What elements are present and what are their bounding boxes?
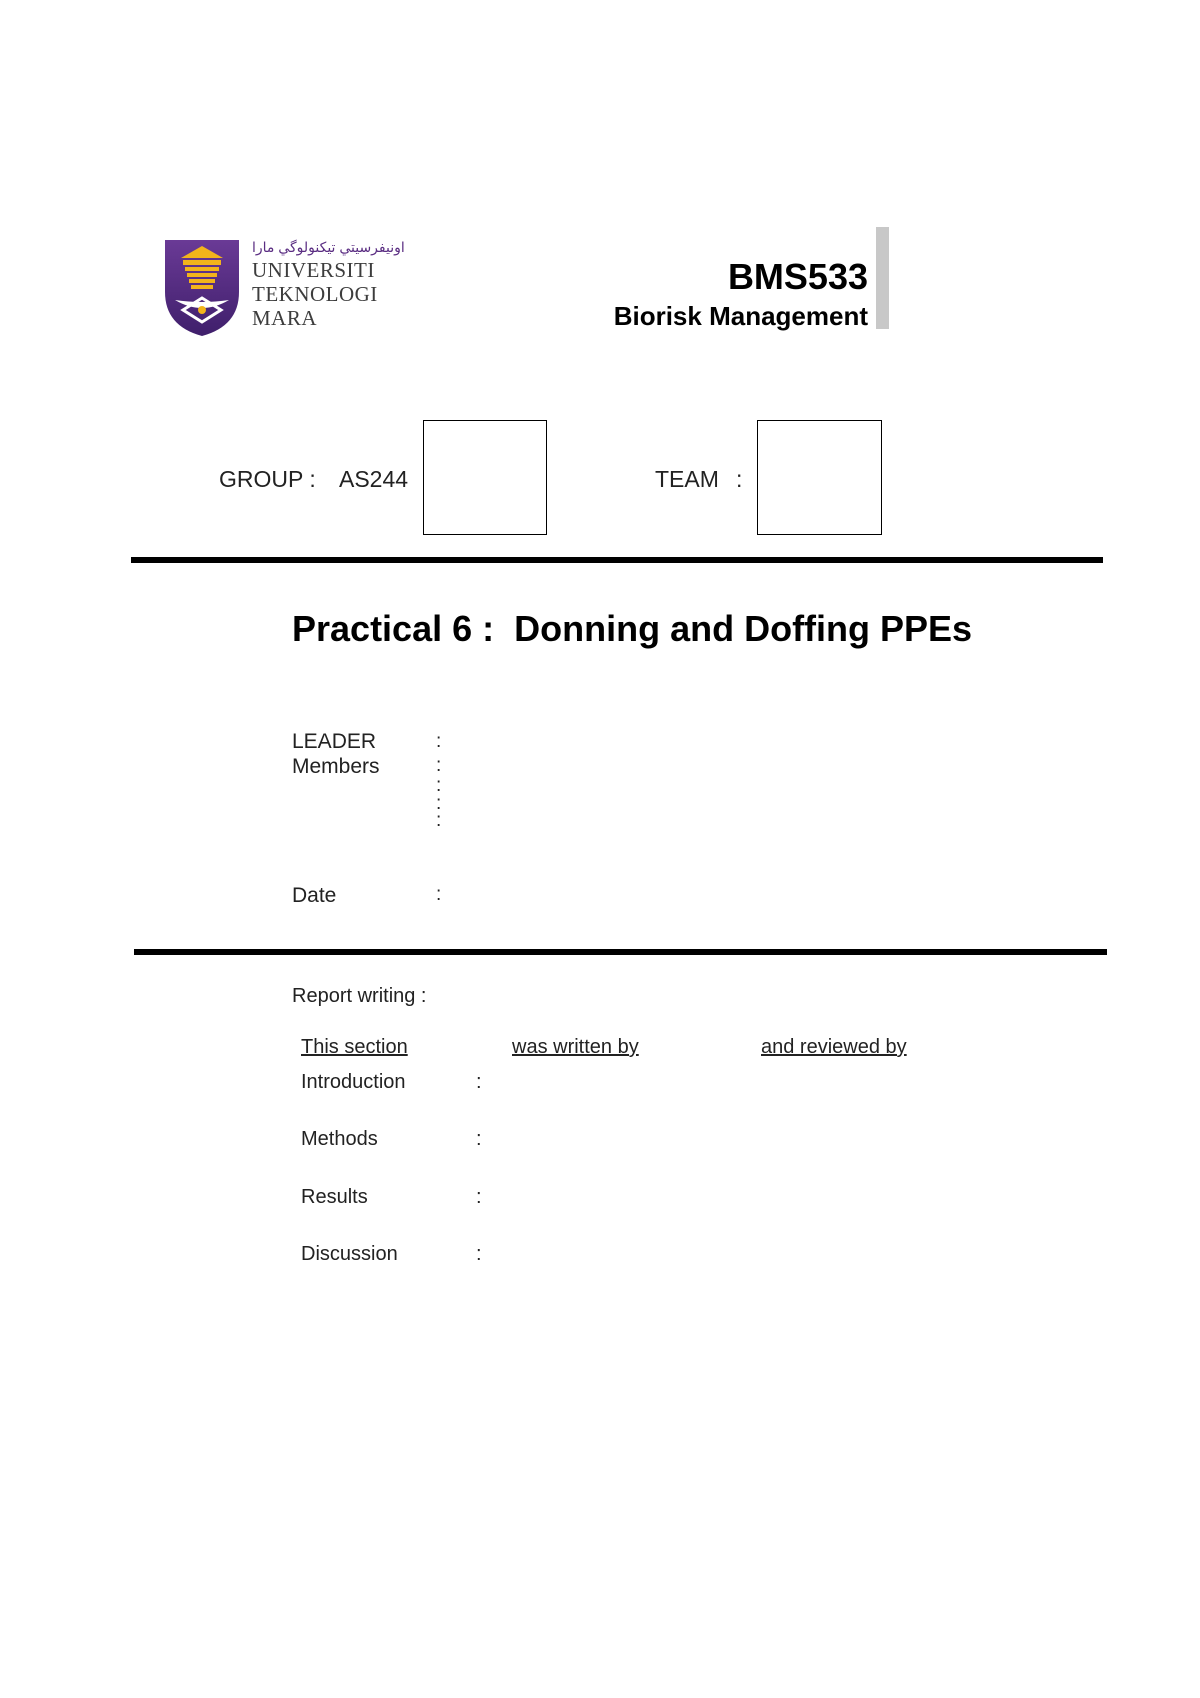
divider-top: [131, 557, 1103, 563]
date-colon: :: [436, 884, 442, 905]
course-name: Biorisk Management: [613, 301, 868, 331]
report-writing-heading: Report writing :: [292, 985, 427, 1007]
practical-title: Practical 6 : Donning and Doffing PPEs: [292, 608, 973, 649]
row-introduction-label: Introduction: [301, 1071, 406, 1093]
divider-bottom: [134, 949, 1107, 955]
team-entry-box[interactable]: [757, 420, 882, 535]
header-accent-bar: [876, 227, 889, 329]
col-header-written-by: was written by: [512, 1036, 639, 1058]
group-entry-box[interactable]: [423, 420, 547, 535]
course-code: BMS533: [727, 256, 868, 297]
col-header-reviewed-by: and reviewed by: [761, 1036, 907, 1058]
members-colon-4: :: [436, 810, 442, 831]
team-colon: :: [736, 466, 743, 492]
members-colon-2: :: [436, 775, 442, 796]
row-results-colon: :: [476, 1186, 482, 1208]
row-methods-label: Methods: [301, 1128, 378, 1150]
team-label: TEAM: [655, 466, 719, 492]
leader-label: LEADER: [292, 730, 377, 753]
members-colon-3: :: [436, 793, 442, 814]
logo-wordmark: [252, 258, 378, 330]
group-label: GROUP :: [219, 466, 316, 492]
group-value: AS244: [339, 466, 409, 492]
logo-line-3: MARA: [252, 306, 318, 330]
logo-line-1: UNIVERSITI: [252, 258, 375, 282]
date-label: Date: [292, 884, 337, 907]
members-colon-1: :: [436, 755, 442, 776]
leader-colon: :: [436, 731, 442, 752]
col-header-section: This section: [301, 1036, 408, 1058]
logo-jawi-script: ﺍﻭﻧﻴﻔﺮﺳﻴﺘﻲ ﺗﻴﻜﻨﻮﻟﻮﮔﻲ ﻣﺎرا: [252, 239, 405, 255]
row-methods-colon: :: [476, 1128, 482, 1150]
members-label: Members: [292, 755, 380, 778]
row-introduction-colon: :: [476, 1071, 482, 1093]
logo-line-2: TEKNOLOGI: [252, 282, 378, 306]
row-results-label: Results: [301, 1186, 368, 1208]
row-discussion-label: Discussion: [301, 1243, 398, 1265]
row-discussion-colon: :: [476, 1243, 482, 1265]
